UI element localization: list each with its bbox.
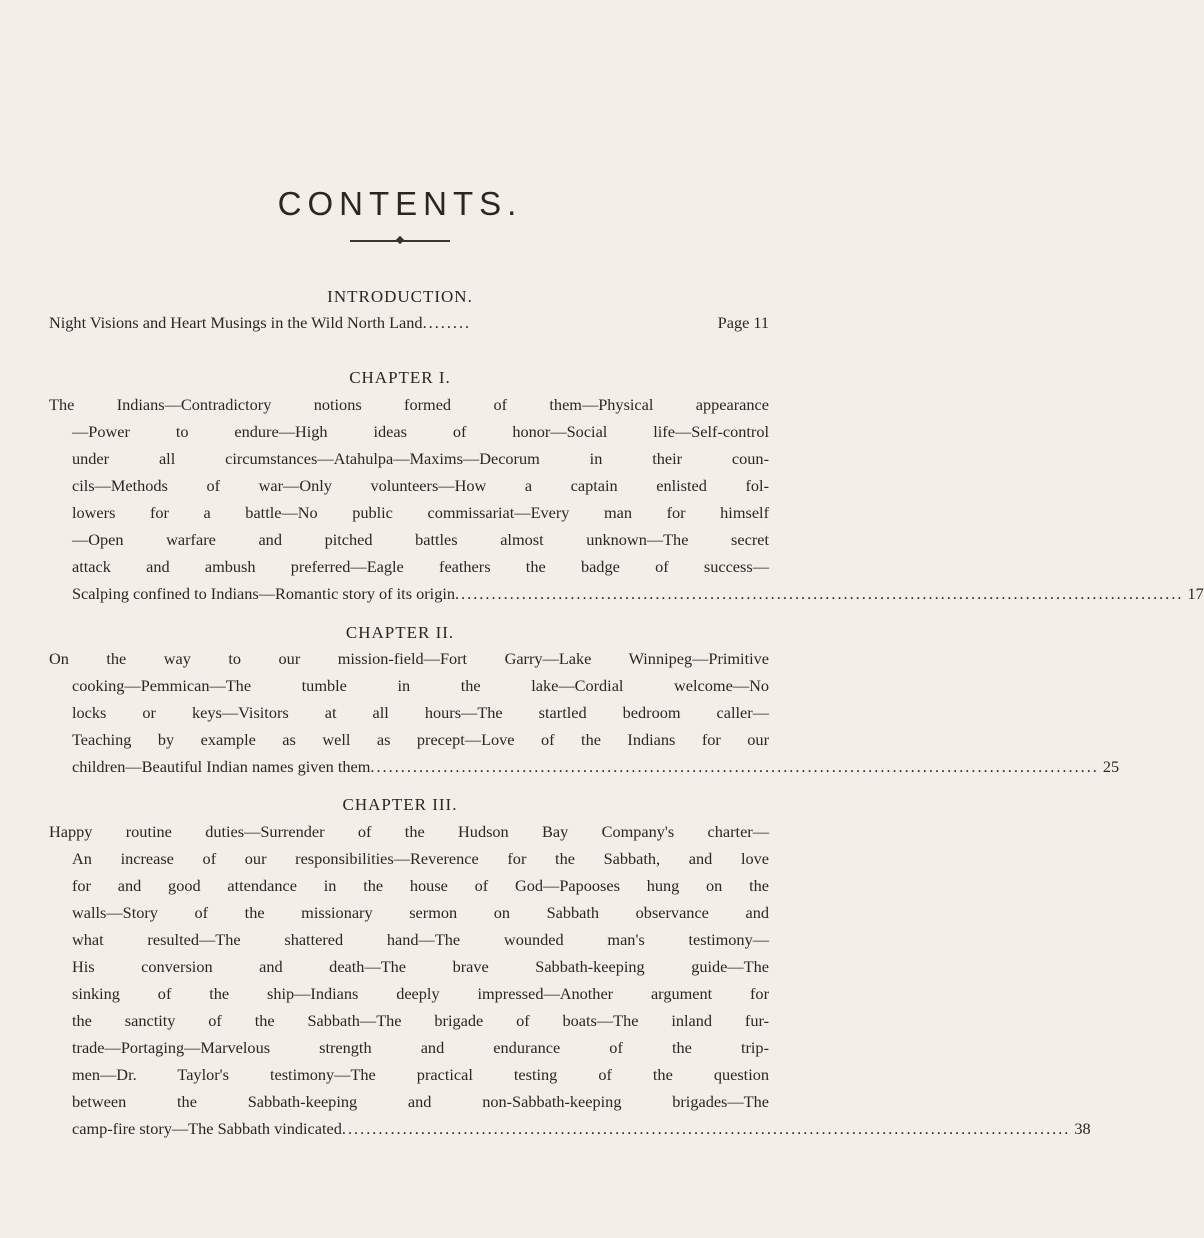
page-number: 11	[753, 313, 769, 332]
toc-line: sinking of the ship—Indians deeply impressed—Another argument for	[72, 984, 769, 1003]
toc-line: walls—Story of the missionary sermon on Sabbath observance and	[72, 903, 769, 922]
toc-line: between the Sabbath-keeping and non-Sabbath-keeping brigades—The	[72, 1092, 769, 1111]
chapter-entry	[49, 818, 1091, 1142]
toc-line: attack and ambush preferred—Eagle feathers the badge of success—	[72, 557, 769, 576]
ornament-divider	[350, 240, 450, 242]
toc-line: cooking—Pemmican—The tumble in the lake—Cordial welcome—No	[72, 676, 769, 695]
toc-line: Teaching by example as well as precept—Love of the Indians for our	[72, 730, 769, 749]
toc-line: —Open warfare and pitched battles almost unknown—The secret	[72, 530, 769, 549]
toc-line-text: camp-fire story—The Sabbath vindicated	[72, 1119, 342, 1138]
page-number: 25	[1102, 757, 1120, 776]
toc-line: Happy routine duties—Surrender of the Hudson Bay Company's charter—	[49, 822, 769, 841]
dot-leader: ........................................................................................................................	[370, 757, 1099, 776]
page-number: 38	[1074, 1119, 1091, 1138]
chapter-entry	[49, 645, 1120, 780]
toc-line: lowers for a battle—No public commissariat—Every man for himself	[72, 503, 769, 522]
introduction-heading: INTRODUCTION.	[327, 287, 473, 306]
toc-line: On the way to our mission-field—Fort Garry—Lake Winnipeg—Primitive	[49, 649, 769, 668]
page-title: CONTENTS.	[277, 185, 523, 222]
toc-line: trade—Portaging—Marvelous strength and endurance of the trip-	[72, 1038, 769, 1057]
toc-line	[49, 753, 1120, 780]
toc-line: An increase of our responsibilities—Reverence for the Sabbath, and love	[72, 849, 769, 868]
toc-line: men—Dr. Taylor's testimony—The practical testing of the question	[72, 1065, 769, 1084]
toc-line: locks or keys—Visitors at all hours—The startled bedroom caller—	[72, 703, 769, 722]
toc-line: —Power to endure—High ideas of honor—Social life—Self-control	[72, 422, 769, 441]
dot-leader: ........................................................................................................................	[455, 584, 1184, 603]
chapter-heading: CHAPTER III.	[342, 795, 458, 814]
toc-line: the sanctity of the Sabbath—The brigade of boats—The inland fur-	[72, 1011, 769, 1030]
toc-line: for and good attendance in the house of God—Papooses hung on the	[72, 876, 769, 895]
toc-line	[49, 580, 1204, 607]
toc-line: under all circumstances—Atahulpa—Maxims—Decorum in their coun-	[72, 449, 769, 468]
toc-line	[49, 309, 769, 336]
toc-line: what resulted—The shattered hand—The wounded man's testimony—	[72, 930, 769, 949]
toc-line-text: Scalping confined to Indians—Romantic story of its origin	[72, 584, 456, 603]
introduction-text: Night Visions and Heart Musings in the Wild North Land	[49, 313, 423, 332]
introduction-entry	[49, 309, 769, 336]
toc-line: The Indians—Contradictory notions formed of them—Physical appearance	[49, 395, 769, 414]
toc-line: cils—Methods of war—Only volunteers—How a captain enlisted fol-	[72, 476, 769, 495]
dot-leader: ........................................................................................................................	[341, 1119, 1071, 1138]
dot-leader: ........	[422, 313, 472, 332]
chapter-entry	[49, 391, 1204, 607]
chapter-heading: CHAPTER I.	[349, 368, 451, 387]
toc-line	[49, 1115, 1091, 1142]
page-number: 17	[1187, 584, 1204, 603]
toc-line: His conversion and death—The brave Sabbath-keeping guide—The	[72, 957, 769, 976]
toc-line-text: children—Beautiful Indian names given them	[72, 757, 371, 776]
chapter-heading: CHAPTER II.	[345, 623, 455, 642]
page-prefix: Page	[717, 313, 750, 332]
